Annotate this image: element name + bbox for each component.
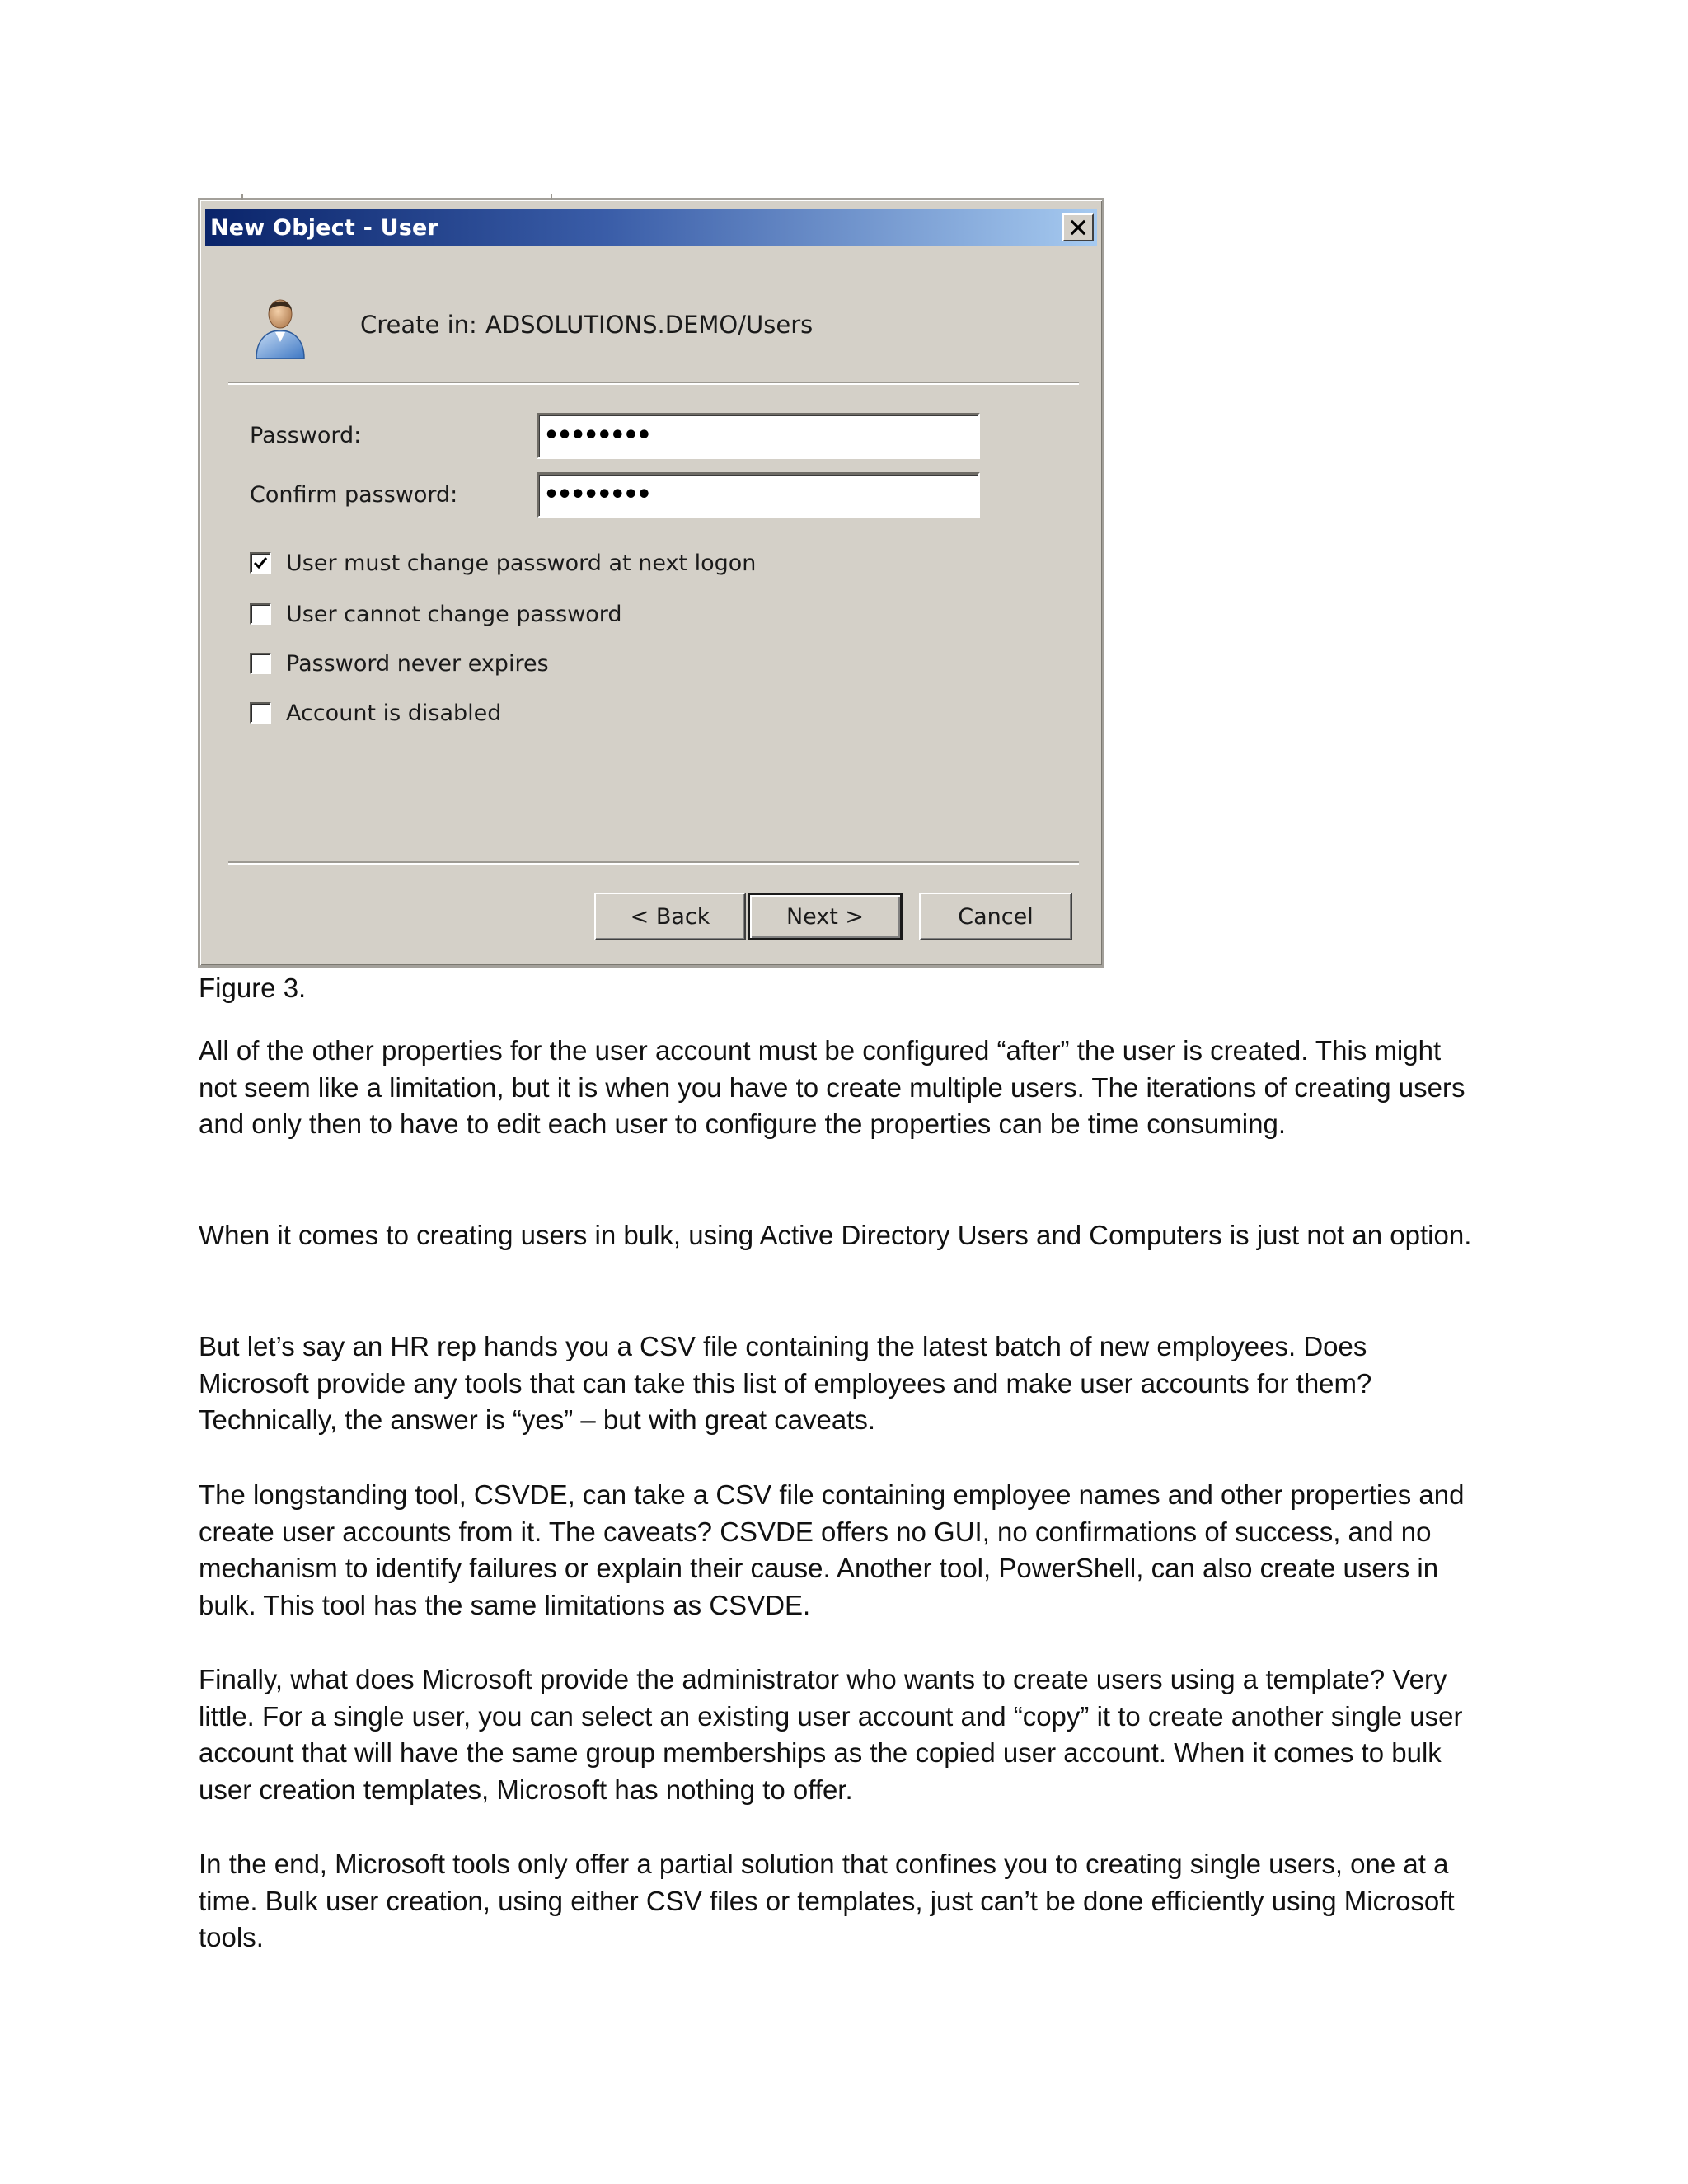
user-icon (251, 291, 309, 363)
divider (228, 382, 1079, 385)
background-window-edge (241, 194, 243, 200)
new-object-user-dialog (198, 198, 1104, 968)
close-button[interactable] (1062, 213, 1094, 241)
confirm-password-label: Confirm password: (250, 482, 458, 508)
paragraph: All of the other properties for the user account must be configured “after” the user is created. This might not seem like a limitation, but it is when you have to create multiple users. The iterations of creating users and only then to have to edit each user to configure the properties can be time consuming. (199, 1035, 1465, 1139)
paragraph: In the end, Microsoft tools only offer a partial solution that confines you to creating single users, one at a time. Bulk user creation, using either CSV files or templates, just can’t be done efficiently using Microsoft tools. (199, 1849, 1455, 1952)
paragraph: The longstanding tool, CSVDE, can take a CSV file containing employee names and other properties and create user accounts from it. The caveats? CSVDE offers no GUI, no confirmations of success, and no mechanism to identify failures or explain their cause. Another tool, PowerShell, can also create users in bulk. This tool has the same limitations as CSVDE. (199, 1479, 1465, 1620)
next-button[interactable]: Next > (748, 893, 903, 940)
must-change-password-option[interactable] (250, 548, 756, 578)
cannot-change-password-option[interactable] (250, 599, 622, 629)
create-in-label: Create in: (360, 311, 477, 339)
close-icon (1070, 219, 1086, 236)
password-label: Password: (250, 423, 362, 448)
checkbox-label: User must change password at next logon (286, 550, 757, 576)
checkbox[interactable] (250, 603, 271, 625)
account-disabled-option[interactable] (250, 698, 501, 728)
checkbox[interactable] (250, 552, 271, 574)
checkmark-icon (253, 555, 268, 570)
checkbox-label: Password never expires (286, 650, 549, 677)
checkbox[interactable] (250, 702, 271, 724)
paragraph: But let’s say an HR rep hands you a CSV file containing the latest batch of new employees. Does Microsoft provide any tools that can take this list of employees and make user accounts for them? Technically, the answer is “yes” – but with great caveats. (199, 1331, 1372, 1435)
title-bar (205, 209, 1097, 246)
divider (228, 861, 1079, 865)
checkbox-label: User cannot change password (286, 601, 622, 627)
background-window-edge (551, 194, 552, 200)
confirm-password-input[interactable]: •••••••• (537, 472, 980, 518)
password-never-expires-option[interactable] (250, 649, 549, 678)
checkbox-label: Account is disabled (286, 700, 502, 726)
create-in-path: ADSOLUTIONS.DEMO/Users (485, 311, 814, 339)
password-input[interactable]: •••••••• (537, 413, 980, 459)
checkbox[interactable] (250, 653, 271, 674)
dialog-title: New Object - User (210, 215, 439, 241)
cancel-button[interactable]: Cancel (919, 893, 1072, 940)
paragraph: Finally, what does Microsoft provide the administrator who wants to create users using a template? Very little. For a single user, you can select an existing user account and “copy” it to create another single user account that will have the same group memberships as the copied user account. When it comes to bulk user creation templates, Microsoft has nothing to offer. (199, 1664, 1463, 1805)
back-button[interactable]: < Back (594, 893, 746, 940)
figure-caption: Figure 3. (199, 972, 307, 1003)
paragraph: When it comes to creating users in bulk, using Active Directory Users and Computers is just not an option. (199, 1220, 1472, 1250)
